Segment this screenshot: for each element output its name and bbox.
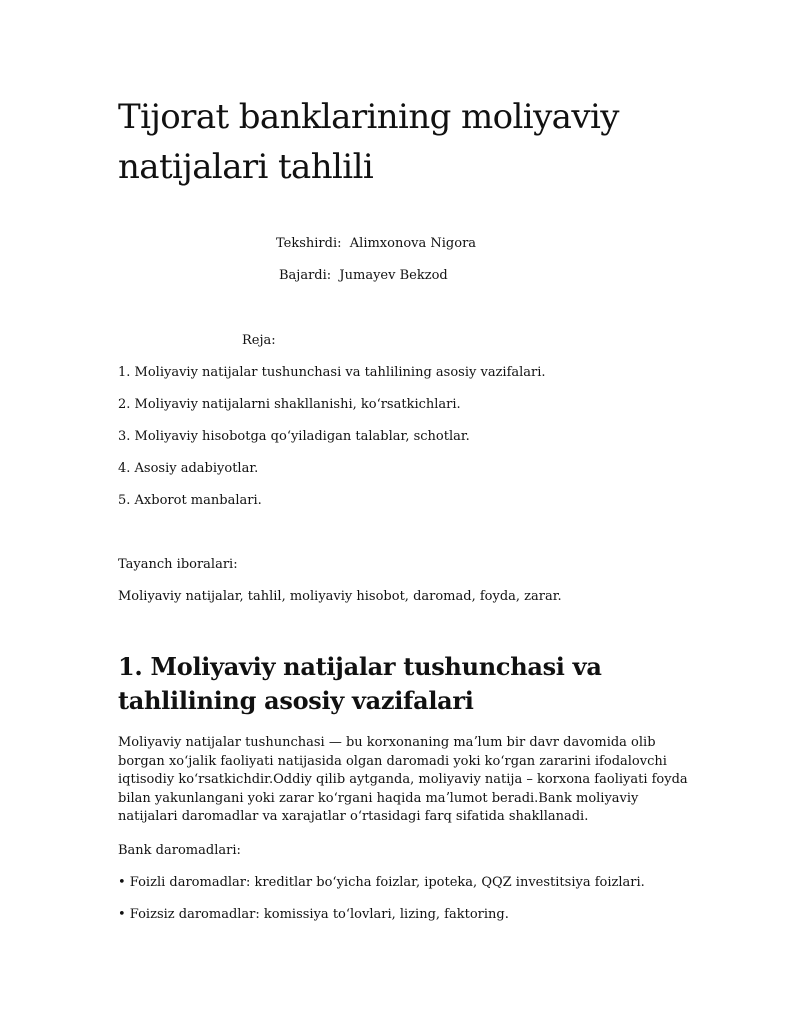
plan-list [118, 364, 546, 524]
income-item: • Foizsiz daromadlar: komissiya toʻlovlari, lizing, faktoring. [118, 907, 509, 922]
keywords-text: Moliyaviy natijalar, tahlil, moliyaviy hisobot, daromad, foyda, zarar. [118, 589, 562, 604]
income-heading: Bank daromadlari: [118, 843, 241, 858]
keywords-heading: Tayanch iboralari: [118, 557, 238, 572]
plan-item: 3. Moliyaviy hisobotga qoʻyiladigan talablar, schotlar. [118, 429, 470, 444]
plan-item: 4. Asosiy adabiyotlar. [118, 461, 259, 476]
plan-item: 1. Moliyaviy natijalar tushunchasi va tahlilining asosiy vazifalari. [118, 365, 546, 380]
checked-by-line: Tekshirdi: Alimxonova Nigora [276, 236, 477, 251]
income-item: • Foizli daromadlar: kreditlar boʻyicha foizlar, ipoteka, QQZ investitsiya foizlari. [118, 875, 645, 890]
plan-heading: Reja: [242, 333, 276, 348]
section-paragraph: Moliyaviy natijalar tushunchasi — bu korxonaning maʼlum bir davr davomida olib borgan xoʻjalik faoliyati natijasida olgan daromadi yoki koʻrgan zararini ifodalovchi iqtisodiy koʻrsatkichdir.Oddiy qilib aytganda, moliyaviy natija – korxona faoliyati foyda bilan yakunlangani yoki zarar koʻrgani haqida maʼlumot beradi.Bank moliyaviy natijalari daromadlar va xarajatlar oʻrtasidagi farq sifatida shakllanadi. [118, 735, 688, 824]
section-heading: 1. Moliyaviy natijalar tushunchasi va tahlilining asosiy vazifalari [118, 652, 602, 715]
document-title: Tijorat banklarining moliyaviy natijalari tahlili [118, 97, 619, 187]
done-by-line: Bajardi: Jumayev Bekzod [279, 268, 448, 283]
income-list [118, 874, 645, 938]
plan-item: 2. Moliyaviy natijalarni shakllanishi, koʻrsatkichlari. [118, 397, 461, 412]
plan-item: 5. Axborot manbalari. [118, 493, 262, 508]
